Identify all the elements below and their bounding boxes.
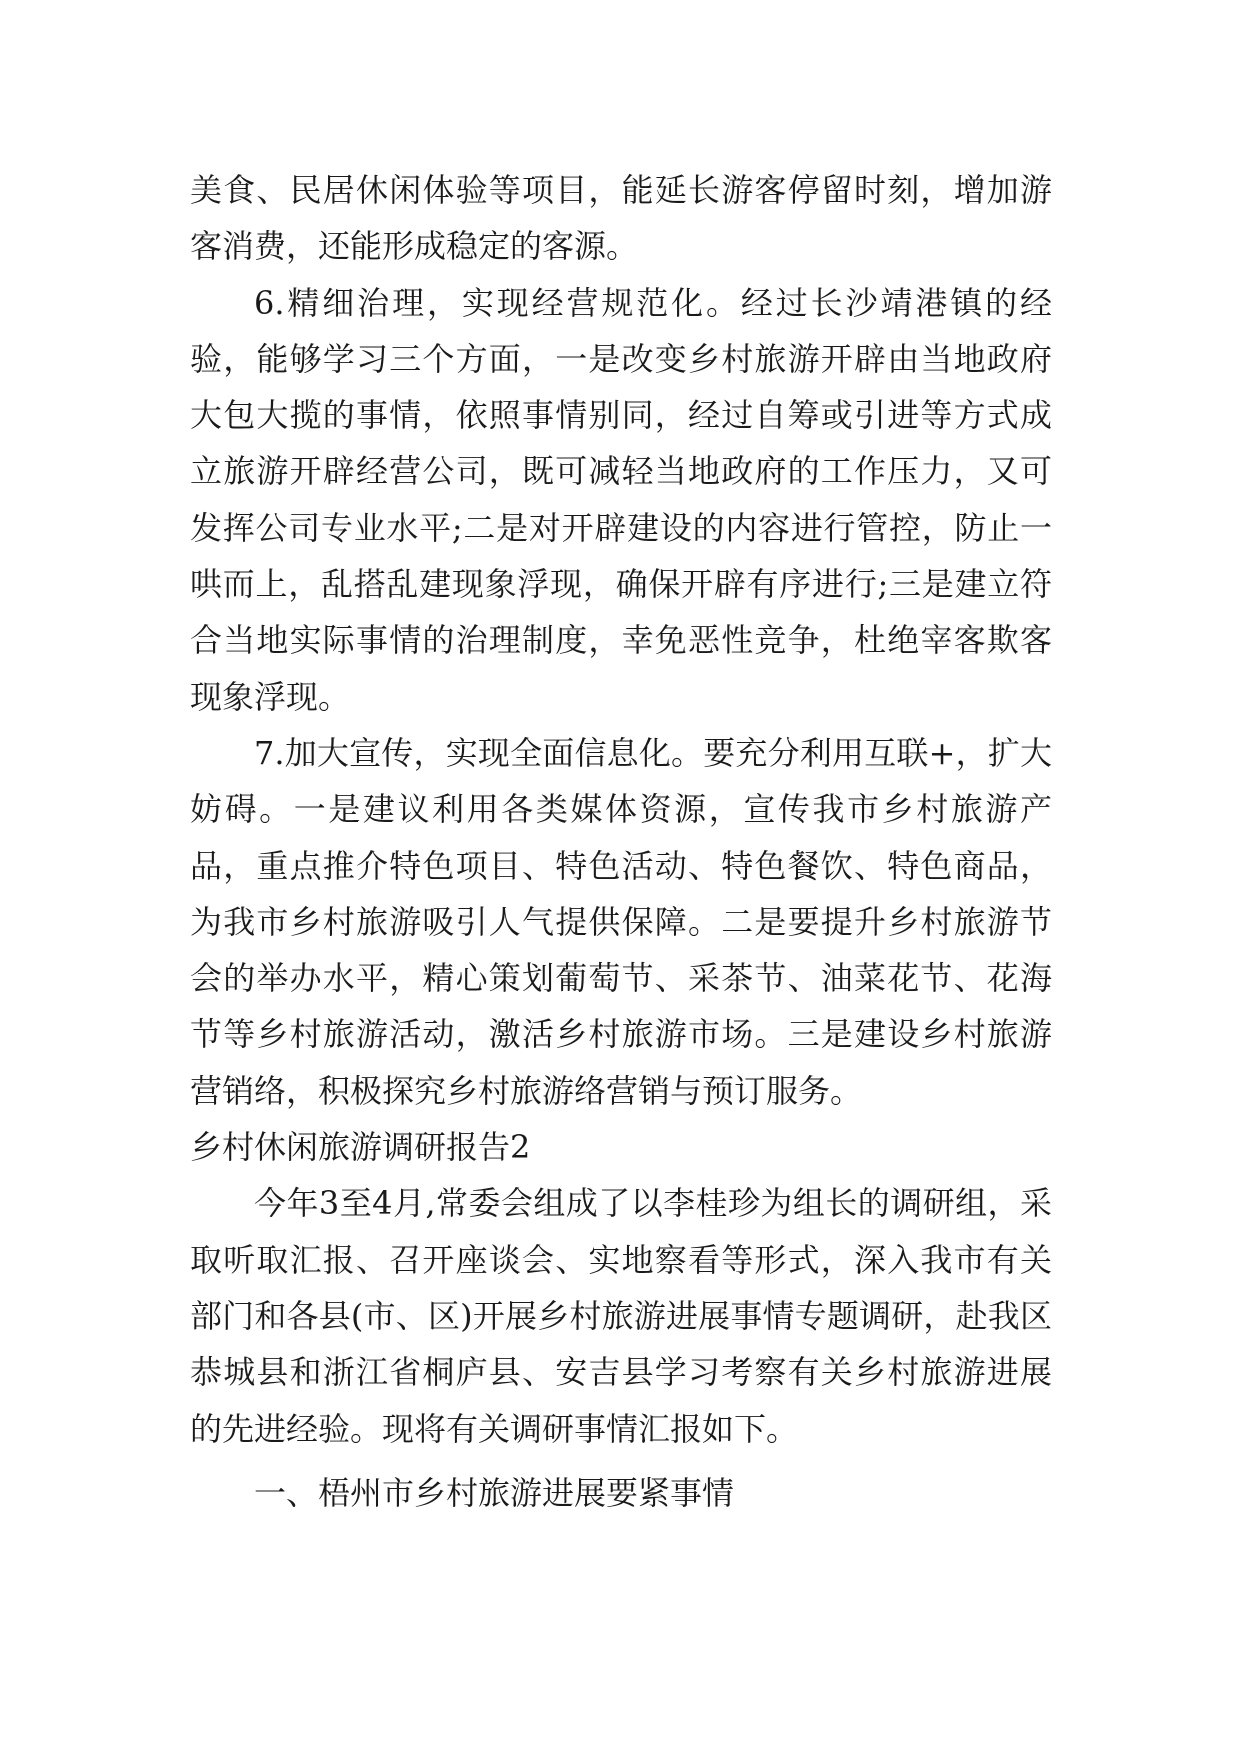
section-heading: 一、梧州市乡村旅游进展要紧事情 — [254, 1473, 735, 1512]
paragraph-item-6: 6.精细治理，实现经营规范化。经过长沙靖港镇的经验，能够学习三个方面，一是改变乡村旅游开辟由当地政府大包大揽的事情，依照事情别同，经过自筹或引进等方式成立旅游开辟经营公司，既可减轻当地政府的工作压力，又可发挥公司专业水平;二是对开辟建设的内容进行管控，防止一哄而上，乱搭乱建现象浮现，确保开辟有序进行;三是建立符合当地实际事情的治理制度，幸免恶性竞争，杜绝宰客欺客现象浮现。 — [190, 283, 1052, 716]
paragraph-intro: 今年3至4月,常委会组成了以李桂珍为组长的调研组，采取听取汇报、召开座谈会、实地察看等形式，深入我市有关部门和各县(市、区)开展乡村旅游进展事情专题调研，赴我区恭城县和浙江省桐庐县、安吉县学习考察有关乡村旅游进展的先进经验。现将有关调研事情汇报如下。 — [190, 1184, 1052, 1448]
document-body — [190, 162, 1052, 1521]
paragraph-item-7: 7.加大宣传，实现全面信息化。要充分利用互联+，扩大妨碍。一是建议利用各类媒体资源，宣传我市乡村旅游产品，重点推介特色项目、特色活动、特色餐饮、特色商品，为我市乡村旅游吸引人气提供保障。二是要提升乡村旅游节会的举办水平，精心策划葡萄节、采茶节、油菜花节、花海节等乡村旅游活动，激活乡村旅游市场。三是建设乡村旅游营销络，积极探究乡村旅游络营销与预订服务。 — [190, 733, 1052, 1110]
paragraph-continuation: 美食、民居休闲体验等项目，能延长游客停留时刻，增加游客消费，还能形成稳定的客源。 — [190, 171, 1052, 266]
report-title: 乡村休闲旅游调研报告2 — [190, 1128, 531, 1167]
